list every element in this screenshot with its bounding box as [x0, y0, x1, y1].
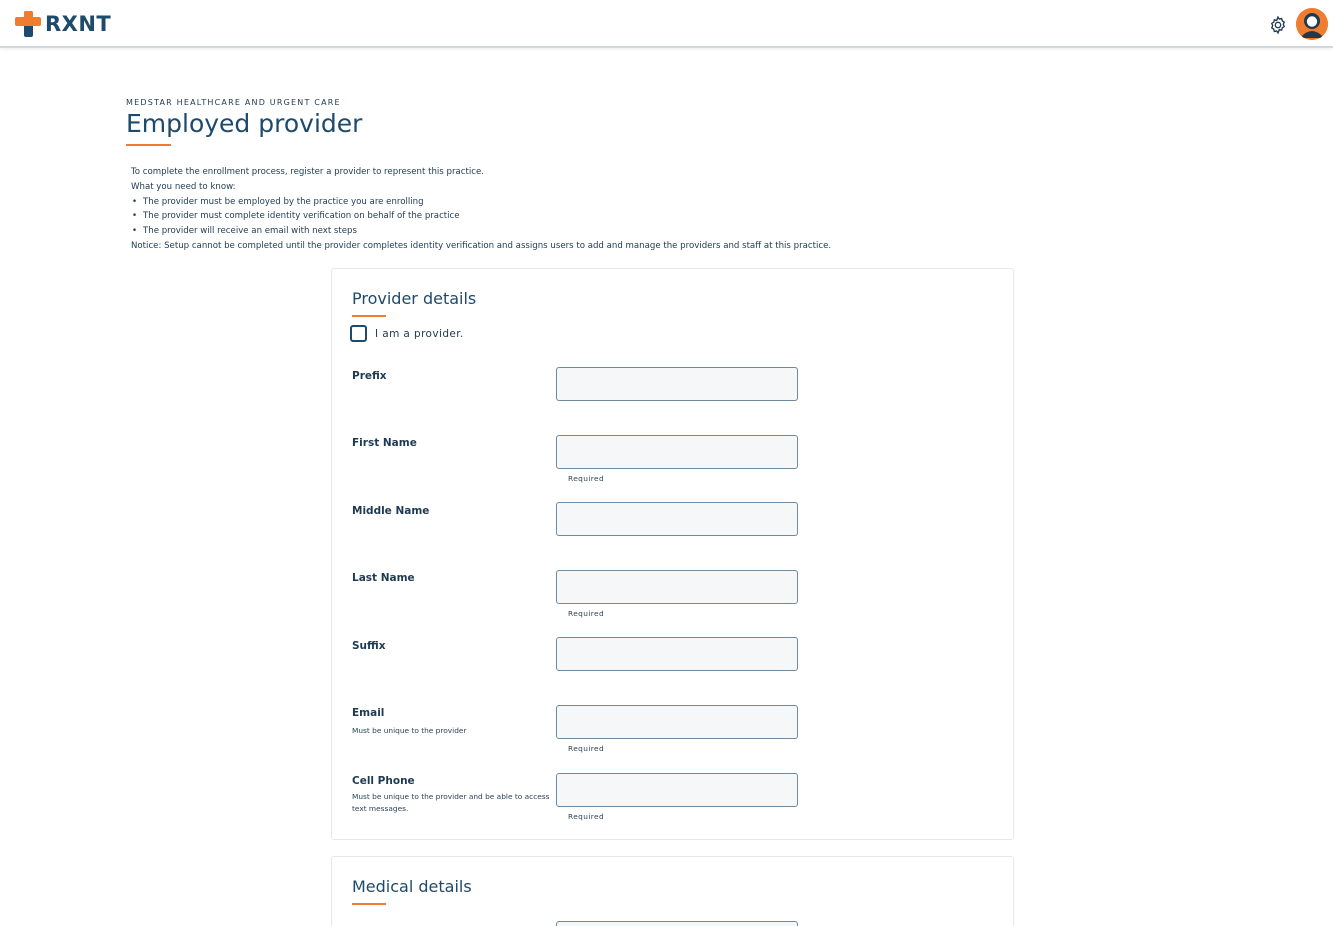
- notice-text: Notice: Setup cannot be completed until the provider completes identity verification and assigns users to add and manage the providers and staff at this practice.: [131, 240, 832, 251]
- first-name-label: First Name: [352, 437, 417, 449]
- list-item: • The provider must be employed by the practice you are enrolling: [131, 195, 1031, 210]
- intro-text: [131, 165, 1031, 254]
- list-item: • The provider must complete identity verification on behalf of the practice: [131, 209, 1031, 224]
- prefix-label: Prefix: [352, 370, 387, 382]
- required-hint: Required: [568, 744, 605, 753]
- rxnt-logo[interactable]: [15, 10, 111, 38]
- email-help: Must be unique to the provider: [352, 726, 467, 735]
- prefix-input[interactable]: [556, 367, 798, 401]
- logo-text: RXNT: [45, 12, 112, 36]
- cell-phone-input[interactable]: [556, 773, 798, 807]
- required-hint: Required: [568, 609, 605, 618]
- list-item: • The provider will receive an email with next steps: [131, 224, 1031, 239]
- cell-phone-help: Must be unique to the provider and be able to access text messages.: [352, 792, 550, 813]
- first-name-input[interactable]: [556, 435, 798, 469]
- requirements-list: [131, 195, 1031, 239]
- logo-cross-icon: [15, 11, 41, 37]
- page-title: Employed provider: [126, 109, 363, 138]
- email-label: Email: [352, 707, 385, 719]
- medical-input[interactable]: [556, 921, 798, 926]
- last-name-label: Last Name: [352, 572, 415, 584]
- section-underline: [352, 315, 386, 317]
- cell-phone-label: Cell Phone: [352, 775, 415, 787]
- suffix-input[interactable]: [556, 637, 798, 671]
- checkbox-label: I am a provider.: [375, 327, 464, 340]
- gear-icon[interactable]: [1268, 15, 1288, 35]
- user-avatar-icon[interactable]: [1296, 8, 1328, 40]
- medical-details-card: [331, 856, 1014, 926]
- email-input[interactable]: [556, 705, 798, 739]
- required-hint: Required: [568, 812, 605, 821]
- section-title: Provider details: [352, 289, 477, 308]
- i-am-provider-row[interactable]: [350, 325, 464, 342]
- intro-line: What you need to know:: [131, 181, 236, 192]
- middle-name-input[interactable]: [556, 502, 798, 536]
- top-bar: [0, 0, 1333, 48]
- required-hint: Required: [568, 474, 605, 483]
- suffix-label: Suffix: [352, 640, 386, 652]
- section-title: Medical details: [352, 877, 472, 896]
- provider-details-card: [331, 268, 1014, 840]
- middle-name-label: Middle Name: [352, 505, 430, 517]
- title-underline: [126, 144, 171, 146]
- section-underline: [352, 903, 386, 905]
- i-am-provider-checkbox[interactable]: [350, 325, 367, 342]
- organization-name: MEDSTAR HEALTHCARE AND URGENT CARE: [126, 98, 341, 107]
- intro-line: To complete the enrollment process, register a provider to represent this practice.: [131, 167, 484, 177]
- last-name-input[interactable]: [556, 570, 798, 604]
